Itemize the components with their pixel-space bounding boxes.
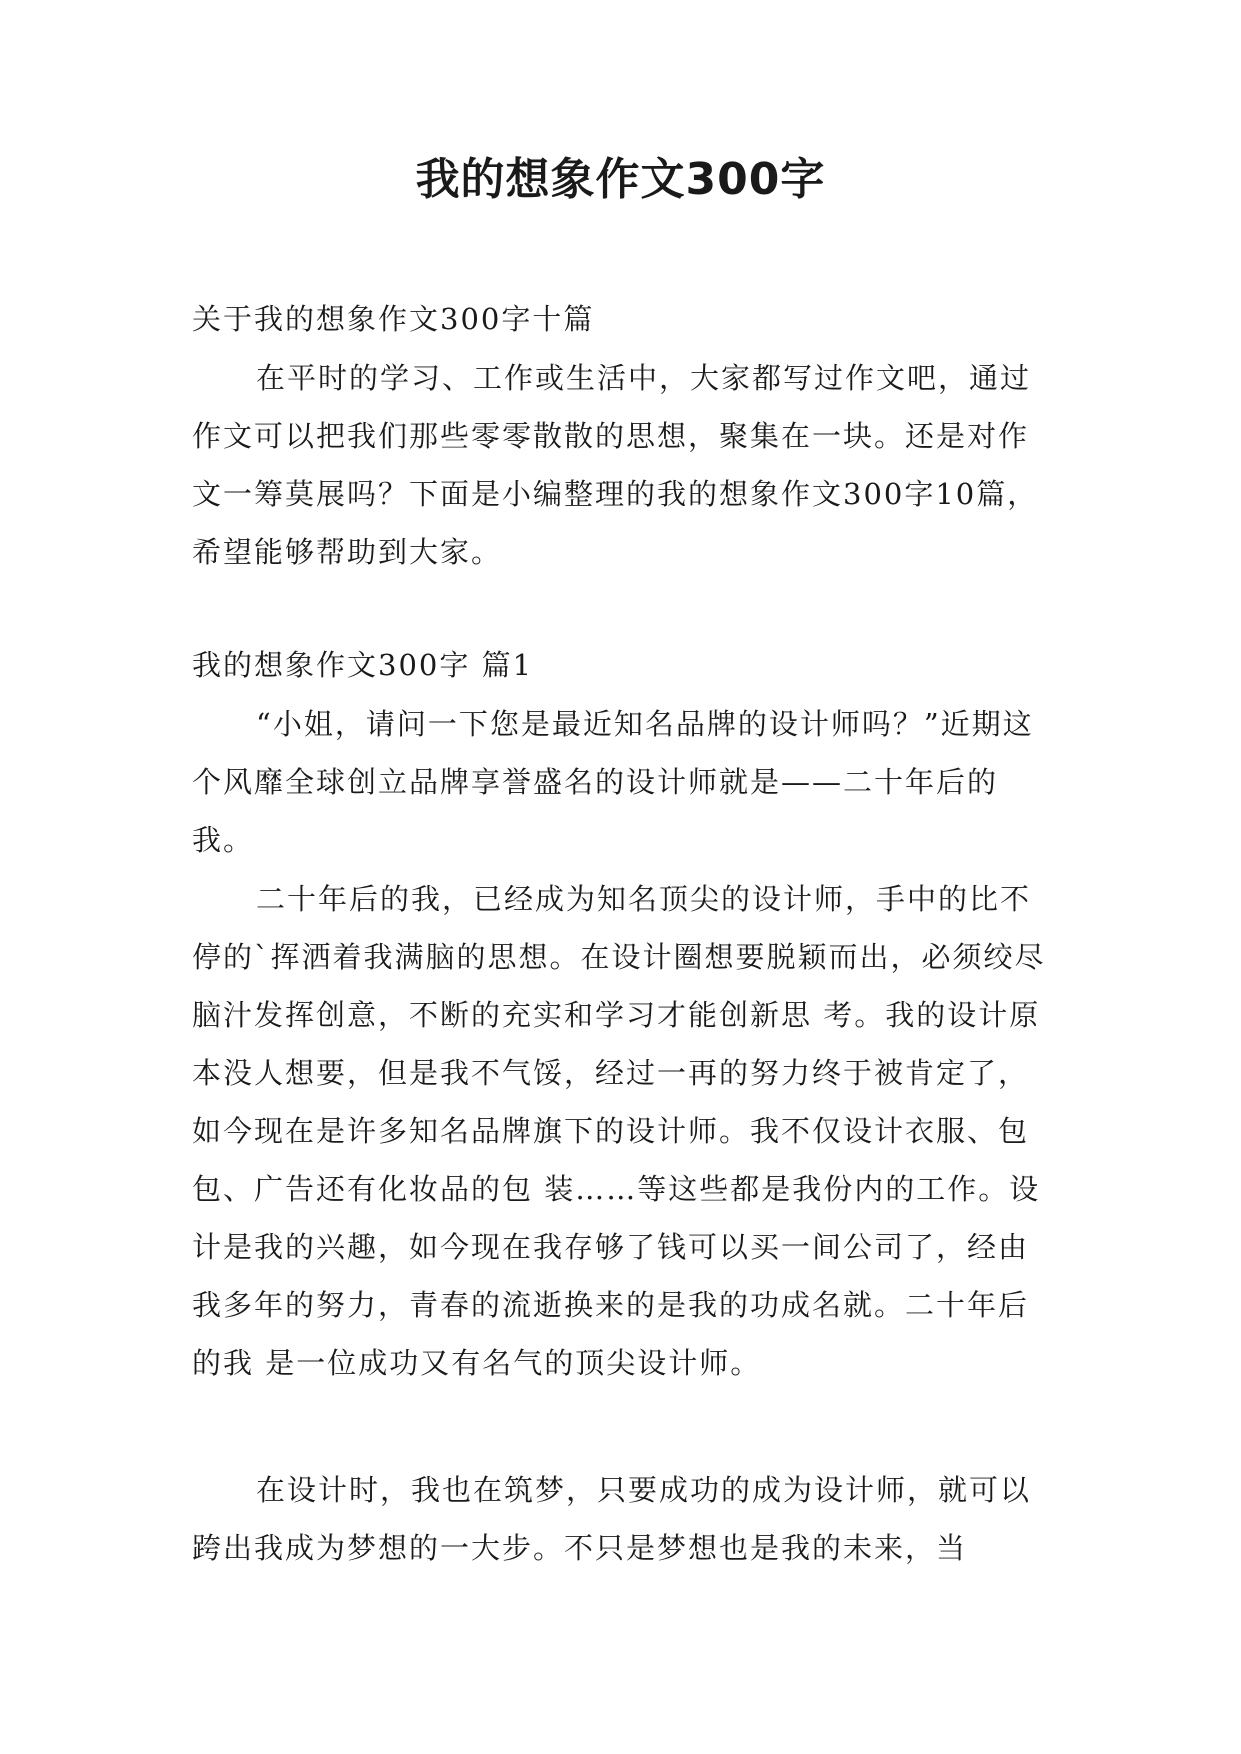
document-subtitle: 关于我的想象作文300字十篇 [192, 302, 595, 336]
essay-paragraph-2: 二十年后的我，已经成为知名顶尖的设计师，手中的比不停的`挥洒着我满脑的思想。在设计圈想要脱颖而出，必须绞尽脑汁发挥创意，不断的充实和学习才能创新思 考。我的设计原本没人想要，但是我不气馁，经过一再的努力终于被肯定了，如今现在是许多知名品牌旗下的设计师。我不仅设计衣服、包包、广告还有化妆品的包 装……等这些都是我份内的工作。设计是我的兴趣，如今现在我存够了钱可以买一间公司了，经由我多年的努力，青春的流逝换来的是我的功成名就。二十年后的我 是一位成功又有名气的顶尖设计师。 [192, 882, 1046, 1380]
essay-paragraph-1: “小姐，请问一下您是最近知名品牌的设计师吗？”近期这个风靡全球创立品牌享誉盛名的设计师就是——二十年后的我。 [192, 707, 1034, 857]
section-heading: 我的想象作文300字 篇1 [192, 648, 534, 682]
intro-paragraph: 在平时的学习、工作或生活中，大家都写过作文吧，通过作文可以把我们那些零零散散的思想，聚集在一块。还是对作文一筹莫展吗？下面是小编整理的我的想象作文300字10篇，希望能够帮助到大家。 [192, 361, 1039, 569]
document-title: 我的想象作文300字 [415, 154, 826, 205]
essay-paragraph-3: 在设计时，我也在筑梦，只要成功的成为设计师，就可以跨出我成为梦想的一大步。不只是梦想也是我的未来，当 [192, 1473, 1032, 1565]
